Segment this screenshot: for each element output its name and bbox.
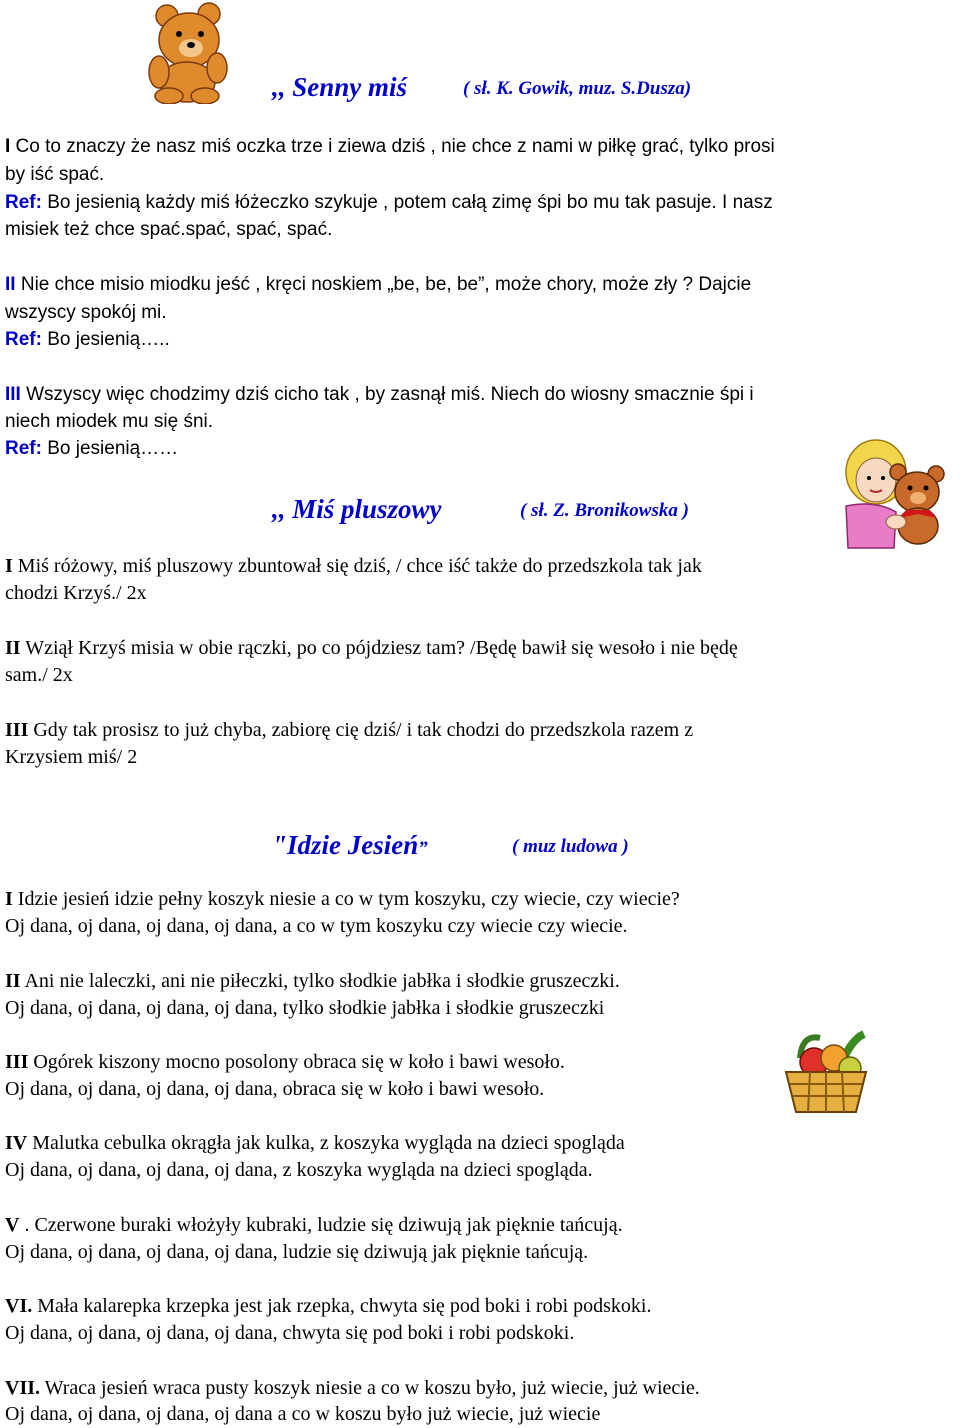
- refrain-line: Oj dana, oj dana, oj dana, oj dana, chwyta się pod boki i robi podskoki.: [5, 1322, 575, 1344]
- verse-line: sam./ 2x: [5, 664, 73, 686]
- verse-line: chodzi Krzyś./ 2x: [5, 582, 147, 604]
- verse-line: III Gdy tak prosisz to już chyba, zabiorę cię dziś/ i tak chodzi do przedszkola razem z: [5, 719, 694, 741]
- verse-line: by iść spać.: [5, 164, 105, 185]
- refrain-line: Oj dana, oj dana, oj dana, oj dana, tylko słodkie jabłka i słodkie gruszeczki: [5, 997, 605, 1019]
- refrain-line: misiek też chce spać.spać, spać, spać.: [5, 219, 333, 240]
- song-title-mis-pluszowy: ,, Miś pluszowy: [272, 494, 442, 524]
- song-credit: ( sł. K. Gowik, muz. S.Dusza): [463, 78, 692, 99]
- song-credit: ( sł. Z. Bronikowska ): [520, 500, 689, 521]
- refrain-line: Oj dana, oj dana, oj dana, oj dana, ludzie się dziwują jak pięknie tańcują.: [5, 1241, 589, 1263]
- verse-line: II Nie chce misio miodku jeść , kręci noskiem „be, be, be”, może chory, może zły ? Dajcie: [5, 274, 752, 295]
- teddy-bear-icon: [143, 2, 235, 104]
- verse-line: VII. Wraca jesień wraca pusty koszyk niesie a co w koszu było, już wiecie, już wiecie.: [5, 1377, 700, 1399]
- song-credit: ( muz ludowa ): [512, 836, 629, 857]
- refrain-line: Oj dana, oj dana, oj dana, oj dana, a co w tym koszyku czy wiecie czy wiecie.: [5, 915, 628, 937]
- refrain-line: Oj dana, oj dana, oj dana, oj dana, z koszyka wygląda na dzieci spogląda.: [5, 1159, 593, 1181]
- fruit-basket-icon: [780, 1028, 872, 1116]
- verse-line: II Wziął Krzyś misia w obie rączki, po co pójdziesz tam? /Będę bawił się wesoło i nie będę: [5, 637, 738, 659]
- song-title-senny-mis: ,, Senny miś: [272, 72, 408, 102]
- refrain-line: Oj dana, oj dana, oj dana, oj dana a co w koszu było już wiecie, już wiecie: [5, 1403, 601, 1425]
- refrain-line: Oj dana, oj dana, oj dana, oj dana, obraca się w koło i bawi wesoło.: [5, 1078, 545, 1100]
- verse-line: I Idzie jesień idzie pełny koszyk niesie a co w tym koszyku, czy wiecie, czy wiecie?: [5, 888, 680, 910]
- song-title-idzie-jesien: "Idzie Jesień”: [272, 830, 428, 860]
- verse-line: I Co to znaczy że nasz miś oczka trze i ziewa dziś , nie chce z nami w piłkę grać, tylko prosi: [5, 136, 775, 157]
- verse-line: II Ani nie laleczki, ani nie piłeczki, tylko słodkie jabłka i słodkie gruszeczki.: [5, 970, 620, 992]
- verse-line: I Miś różowy, miś pluszowy zbuntował się dziś, / chce iść także do przedszkola tak jak: [5, 555, 702, 577]
- verse-line: IV Malutka cebulka okrągła jak kulka, z koszyka wygląda na dzieci spogląda: [5, 1132, 625, 1154]
- verse-line: Krzysiem miś/ 2: [5, 746, 138, 768]
- verse-line: III Wszyscy więc chodzimy dziś cicho tak , by zasnął miś. Niech do wiosny smacznie śpi i: [5, 384, 754, 405]
- verse-line: III Ogórek kiszony mocno posolony obraca się w koło i bawi wesoło.: [5, 1051, 565, 1073]
- refrain-line: Ref: Bo jesienią…..: [5, 329, 170, 350]
- verse-line: V . Czerwone buraki włożyły kubraki, ludzie się dziwują jak pięknie tańcują.: [5, 1214, 623, 1236]
- refrain-line: Ref: Bo jesienią……: [5, 438, 179, 459]
- refrain-line: Ref: Bo jesienią każdy miś łóżeczko szykuje , potem całą zimę śpi bo mu tak pasuje. I nasz: [5, 192, 773, 213]
- girl-with-teddy-icon: [836, 436, 954, 554]
- verse-line: VI. Mała kalarepka krzepka jest jak rzepka, chwyta się pod boki i robi podskoki.: [5, 1295, 652, 1317]
- verse-line: wszyscy spokój mi.: [5, 302, 167, 323]
- verse-line: niech miodek mu się śni.: [5, 411, 214, 432]
